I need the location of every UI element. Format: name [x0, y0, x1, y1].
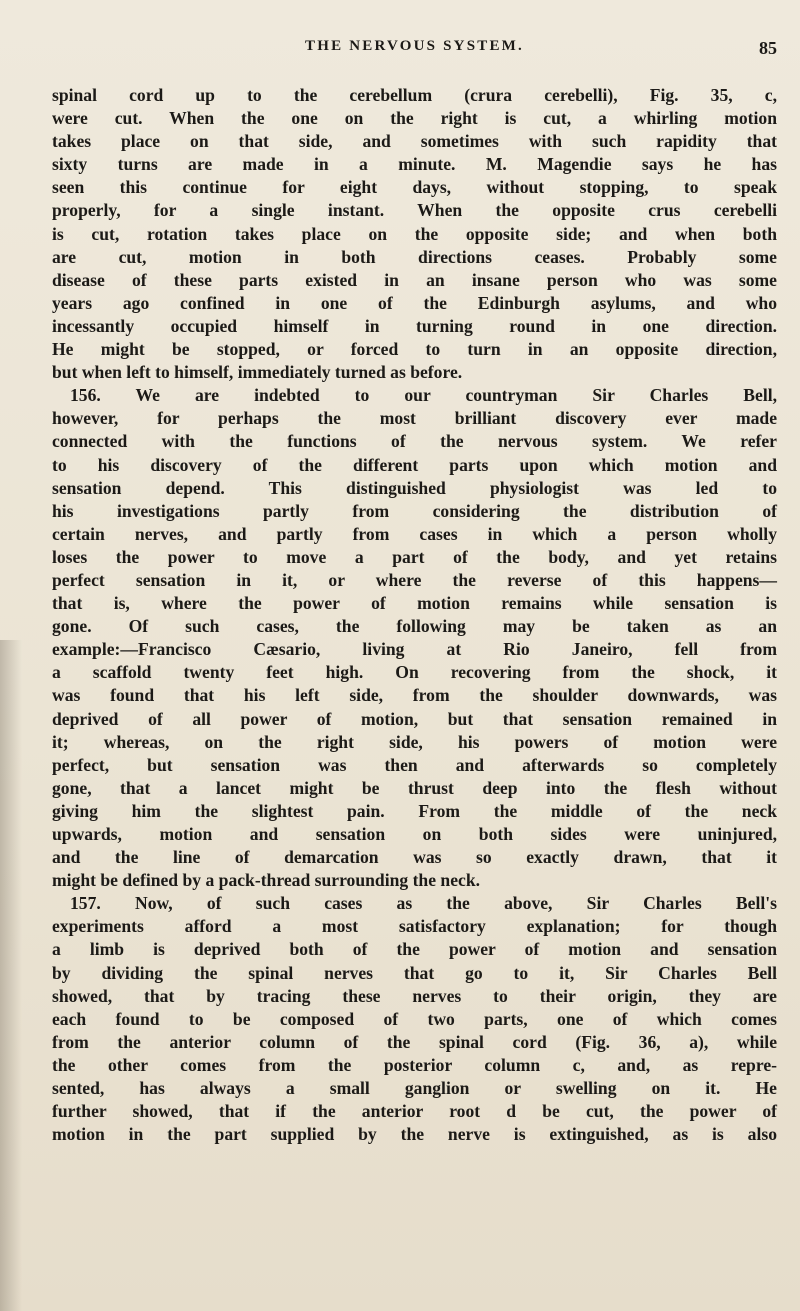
text-line: properly, for a single instant. When the opposite crus cerebelli — [52, 200, 777, 221]
text-line: takes place on that side, and sometimes with such rapidity that — [52, 131, 777, 152]
text-line: are cut, motion in both directions ceases. Probably some — [52, 246, 777, 267]
text-line: certain nerves, and partly from cases in which a person wholly — [52, 523, 777, 544]
text-line: that is, where the power of motion remains while sensation is — [52, 593, 777, 614]
text-line: and the line of demarcation was so exactly drawn, that it — [52, 847, 777, 868]
text-line: were cut. When the one on the right is cut, a whirling motion — [52, 108, 777, 129]
text-line: loses the power to move a part of the body, and yet retains — [52, 546, 777, 567]
running-title: THE NERVOUS SYSTEM. — [305, 38, 524, 54]
text-line: gone, that a lancet might be thrust deep into the flesh without — [52, 777, 777, 798]
text-line: connected with the functions of the nervous system. We refer — [52, 431, 777, 452]
text-line: his investigations partly from considering the distribution of — [52, 500, 777, 521]
text-line: disease of these parts existed in an insane person who was some — [52, 269, 777, 290]
text-line: showed, that by tracing these nerves to their origin, they are — [52, 985, 777, 1006]
text-line: sixty turns are made in a minute. M. Magendie says he has — [52, 154, 777, 175]
paragraph-end-line: but when left to himself, immediately turned as before. — [52, 362, 463, 383]
running-head — [52, 38, 777, 62]
text-line: seen this continue for eight days, without stopping, to speak — [52, 177, 777, 198]
text-line: spinal cord up to the cerebellum (crura cerebelli), Fig. 35, c, — [52, 85, 777, 105]
text-line: upwards, motion and sensation on both sides were uninjured, — [52, 824, 777, 844]
text-line: experiments afford a most satisfactory explanation; for though — [52, 916, 777, 937]
text-line: sented, has always a small ganglion or swelling on it. He — [52, 1078, 777, 1099]
text-line: example:—Francisco Cæsario, living at Rio Janeiro, fell from — [52, 639, 777, 660]
text-line: motion in the part supplied by the nerve is extinguished, as is also — [52, 1124, 777, 1145]
text-line: was found that his left side, from the shoulder downwards, was — [52, 685, 777, 706]
text-line: perfect sensation in it, or where the reverse of this happens— — [52, 569, 777, 590]
text-line: by dividing the spinal nerves that go to it, Sir Charles Bell — [52, 962, 777, 983]
text-line: is cut, rotation takes place on the opposite side; and when both — [52, 223, 777, 244]
text-line: sensation depend. This distinguished physiologist was led to — [52, 477, 777, 498]
text-line: it; whereas, on the right side, his powers of motion were — [52, 731, 777, 752]
text-line: a limb is deprived both of the power of motion and sensation — [52, 939, 777, 960]
text-line: the other comes from the posterior column c, and, as repre- — [52, 1054, 777, 1075]
text-line: years ago confined in one of the Edinburgh asylums, and who — [52, 292, 777, 313]
text-line: giving him the slightest pain. From the middle of the neck — [52, 800, 777, 821]
body-text — [52, 84, 777, 1146]
text-line: perfect, but sensation was then and afterwards so completely — [52, 754, 777, 775]
text-line: to his discovery of the different parts upon which motion and — [52, 454, 777, 475]
text-line: each found to be composed of two parts, one of which comes — [52, 1008, 777, 1029]
text-line: a scaffold twenty feet high. On recovering from the shock, it — [52, 662, 777, 683]
text-line: from the anterior column of the spinal cord (Fig. 36, a), while — [52, 1031, 777, 1052]
text-line: deprived of all power of motion, but that sensation remained in — [52, 708, 777, 729]
text-line: further showed, that if the anterior root d be cut, the power of — [52, 1101, 777, 1122]
text-line: gone. Of such cases, the following may be taken as an — [52, 616, 777, 637]
paragraph-156-start: 156. We are indebted to our countryman Sir Charles Bell, — [70, 385, 777, 406]
page-number: 85 — [759, 38, 777, 58]
text-line: He might be stopped, or forced to turn in an opposite direction, — [52, 339, 777, 360]
text-line: incessantly occupied himself in turning round in one direction. — [52, 315, 777, 336]
page-fold-shadow — [0, 640, 22, 1311]
paragraph-157-start: 157. Now, of such cases as the above, Sir Charles Bell's — [70, 893, 777, 914]
paragraph-end-line: might be defined by a pack-thread surrounding the neck. — [52, 870, 481, 891]
text-line: however, for perhaps the most brilliant discovery ever made — [52, 408, 777, 429]
